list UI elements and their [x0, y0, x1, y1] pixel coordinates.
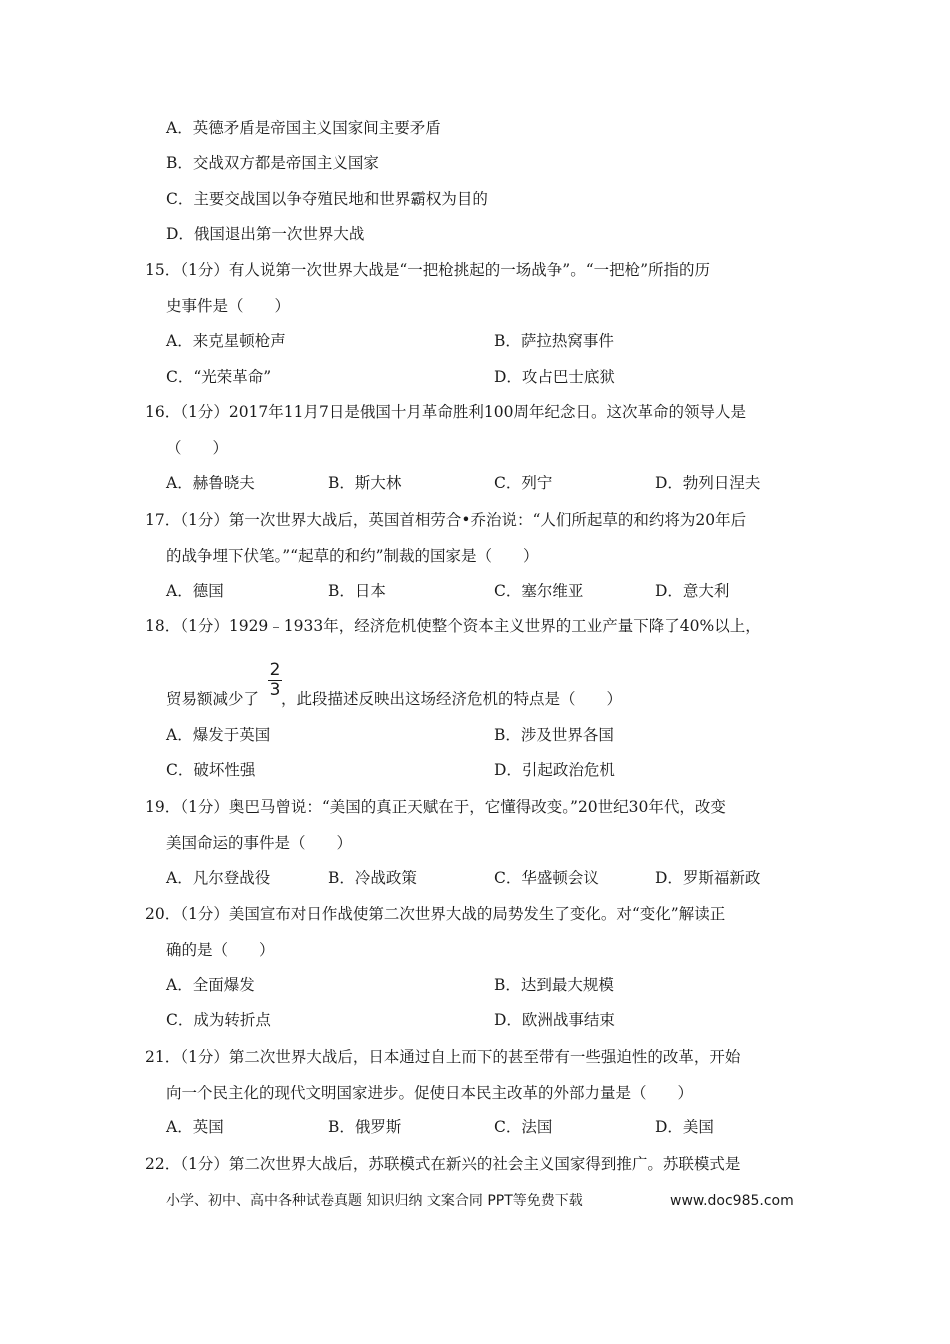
question-17: [145, 510, 746, 530]
option-c: C．法国: [494, 1118, 553, 1136]
question-text: （1分）有人说第一次世界大战是“一把枪挑起的一场战争”。“一把枪”所指的历: [180, 261, 711, 279]
question-text-continued: （ ）: [166, 439, 229, 457]
question-text-continued: 的战争埋下伏笔。”“起草的和约”制裁的国家是（ ）: [166, 547, 539, 565]
option-a: A．全面爆发: [166, 976, 255, 994]
option-c: C．塞尔维亚: [494, 582, 584, 600]
question-number: 17．: [145, 511, 181, 529]
option-c: C．“光荣革命”: [166, 368, 272, 386]
question-text-continued: 史事件是（ ）: [166, 297, 291, 315]
option-b: B．冷战政策: [328, 869, 417, 887]
question-15: [145, 260, 710, 280]
option-a: A．凡尔登战役: [166, 869, 271, 887]
footer-text: 小学、初中、高中各种试卷真题 知识归纳 文案合同 PPT等免费下载: [166, 1193, 583, 1209]
option-text: A．英德矛盾是帝国主义国家间主要矛盾: [166, 119, 441, 137]
option-a: A．赫鲁晓夫: [166, 474, 255, 492]
option-d: D．攻占巴士底狱: [494, 368, 615, 386]
question-text-continued: 向一个民主化的现代文明国家进步。促使日本民主改革的外部力量是（ ）: [166, 1084, 694, 1102]
option-c: C．破坏性强: [166, 761, 256, 779]
question-20: [145, 904, 725, 924]
question-text: （1分）第一次世界大战后，英国首相劳合•乔治说：“人们所起草的和约将为20年后: [180, 511, 747, 529]
fraction-numerator: 2: [269, 660, 281, 680]
option-text: D．俄国退出第一次世界大战: [166, 225, 365, 243]
option-b: B．达到最大规模: [494, 976, 614, 994]
question-16: [145, 402, 746, 422]
question-text-continued: [166, 689, 622, 709]
question-text-continued: 确的是（ ）: [166, 941, 275, 959]
option-d: D．引起政治危机: [494, 761, 615, 779]
question-text: （1分）美国宣布对日作战使第二次世界大战的局势发生了变化。对“变化”解读正: [180, 905, 726, 923]
option-b: B．萨拉热窝事件: [494, 332, 614, 350]
question-21: [145, 1047, 740, 1067]
fraction-denominator: 3: [269, 680, 281, 700]
option-a: A．德国: [166, 582, 224, 600]
option-text: B．交战双方都是帝国主义国家: [166, 154, 379, 172]
option-b: B．斯大林: [328, 474, 402, 492]
option-d: D．意大利: [655, 582, 730, 600]
option-d: D．美国: [655, 1118, 714, 1136]
option-a: A．爆发于英国: [166, 726, 271, 744]
option-text: C．主要交战国以争夺殖民地和世界霸权为目的: [166, 190, 488, 208]
question-text: （1分）奥巴马曾说：“美国的真正天赋在于，它懂得改变。”20世纪30年代，改变: [180, 798, 726, 816]
question-text: （1分）1929﹣1933年，经济危机使整个资本主义世界的工业产量下降了40%以上，: [180, 617, 761, 635]
question-text: （1分）2017年11月7日是俄国十月革命胜利100周年纪念日。这次革命的领导人是: [180, 403, 746, 421]
question-18: [145, 616, 761, 636]
question-22: [145, 1154, 740, 1174]
question-number: 22．: [145, 1155, 181, 1173]
option-c: C．成为转折点: [166, 1011, 271, 1029]
question-text-continued: 美国命运的事件是（ ）: [166, 834, 353, 852]
option-d: D．罗斯福新政: [655, 869, 761, 887]
question-text: （1分）第二次世界大战后，日本通过自上而下的甚至带有一些强迫性的改革，开始: [180, 1048, 741, 1066]
option-b: B．涉及世界各国: [494, 726, 614, 744]
footer-url[interactable]: www.doc985.com: [670, 1193, 794, 1209]
question-19: [145, 797, 726, 817]
option-d: D．欧洲战事结束: [494, 1011, 615, 1029]
question-number: 16．: [145, 403, 181, 421]
option-a: A．英国: [166, 1118, 224, 1136]
question-text: （1分）第二次世界大战后，苏联模式在新兴的社会主义国家得到推广。苏联模式是: [180, 1155, 741, 1173]
option-b: B．俄罗斯: [328, 1118, 402, 1136]
question-text: 贸易额减少了: [166, 690, 260, 708]
question-text: ，此段描述反映出这场经济危机的特点是（ ）: [281, 690, 623, 708]
option-b: B．日本: [328, 582, 386, 600]
question-number: 18．: [145, 617, 181, 635]
fraction-two-thirds: [264, 662, 286, 699]
question-number: 15．: [145, 261, 181, 279]
question-number: 19．: [145, 798, 181, 816]
option-d: D．勃列日涅夫: [655, 474, 761, 492]
option-c: C．列宁: [494, 474, 553, 492]
question-number: 20．: [145, 905, 181, 923]
question-number: 21．: [145, 1048, 181, 1066]
option-c: C．华盛顿会议: [494, 869, 599, 887]
option-a: A．来克星顿枪声: [166, 332, 286, 350]
